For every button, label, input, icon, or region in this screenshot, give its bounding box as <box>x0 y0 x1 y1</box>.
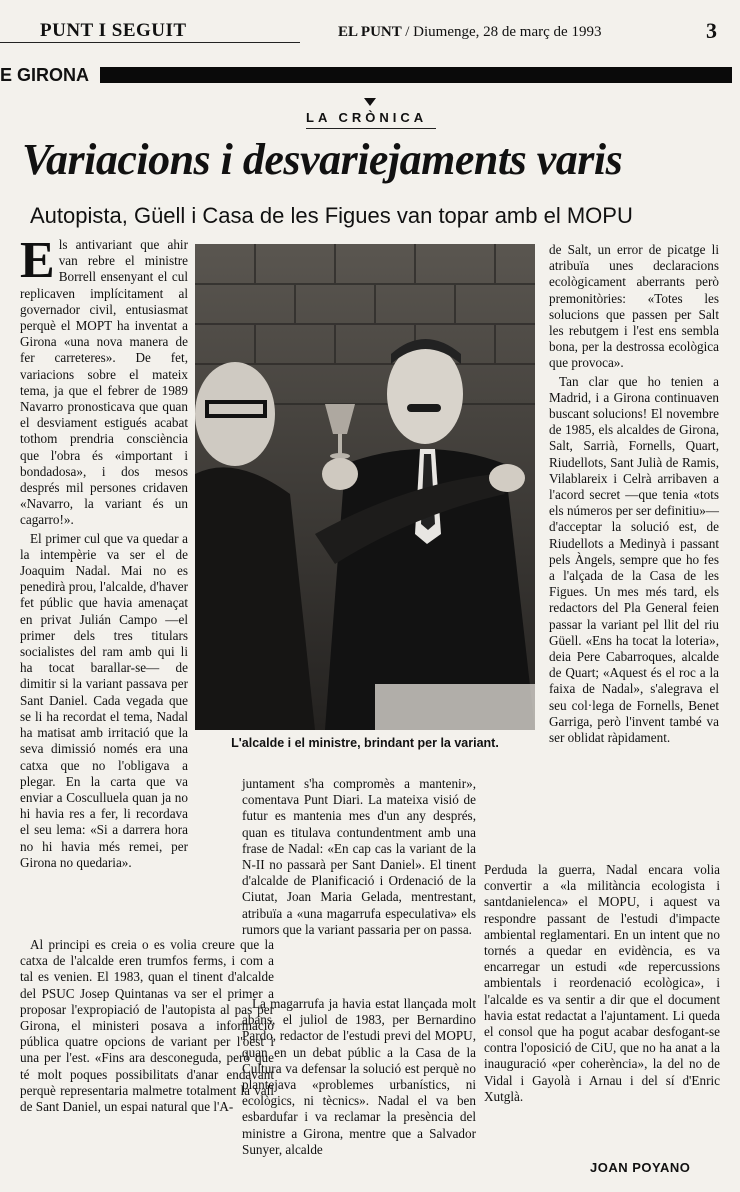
paragraph-8: Perduda la guerra, Nadal encara volia convertir a «la militància ecologista i santdanielenca» el MOPU, i aquest va respondre passant de l'estudi d'impacte ambiental reglamentari. En un intent que no tornés a quedar en evidència, es va encarregar un estudi «de repercussions ambientals i reordenació ecològica», i l'alcalde es va sentir a dir que el document havia estat redactat a l'ajuntament. Li queda el consol que ha pogut acabar desfogant-se contra l'oposició de CiU, que no ha anat a la inauguració «per coherència», la del no de Vidal i Gayolà i Arnau i del sí d'Enric Xutglà. <box>484 862 720 1104</box>
paragraph-6: de Salt, un error de picatge li atribuïa unes declaracions ecològicament aberrants però premonitòries: «Totes les solucions que passen per Salt les rebutgem i l'est ens sembla bona, per la destrossa ecològica que provoca». <box>549 242 719 371</box>
headline: Variacions i desvariejaments varis <box>22 135 623 184</box>
rubric-rule <box>306 128 436 129</box>
rubric: LA CRÒNICA <box>306 110 428 125</box>
subheadline: Autopista, Güell i Casa de les Figues van topar amb el MOPU <box>30 203 633 228</box>
article-column-2-lower <box>242 996 476 1160</box>
paragraph-4: juntament s'ha compromès a mantenir», comentava Punt Diari. La mateixa visió de futur es mantenia mes d'un any després, quan es titulava contundentment amb una frase de Nadal: «En cap cas la variant de la N-II no passarà per Sant Daniel». El tinent d'alcalde de Planificació i Ordenació de la Ciutat, Joan Maria Gelada, mentrestant, atribuïa a «una magarrufa especulativa» els rumors que la variant passaria per on passa. <box>242 776 476 937</box>
article-column-1-lower <box>20 937 274 1117</box>
paragraph-2: El primer cul que va quedar a la intempèrie va ser el de Joaquim Nadal. Mai no es penedirà prou, l'alcalde, d'haver fet públic que havia amenaçat en privat Julián Campo —el primer dels tres titulars socialistes del ram amb qui li ha tocat barallar-se— de dimitir si la variant passava per Sant Daniel. Cada vegada que se li ha recordat el tema, Nadal ha matisat amb irritació que la seva dimissió només era una catxa que no l'obligava a plegar. En la carta que va enviar a Cosculluela quan ja no hi havia res a fer, li recordava el seu lema: «Si a darrera hora no hi havia més remei, per Girona no quedaria». <box>20 530 188 870</box>
page-number: 3 <box>706 18 717 43</box>
section-bar-label: E GIRONA <box>0 64 93 86</box>
article-column-3-lower <box>484 862 720 1107</box>
masthead <box>338 24 601 41</box>
photo-caption: L'alcalde i el ministre, brindant per la variant. <box>231 736 499 750</box>
section-name: PUNT I SEGUIT <box>40 20 187 41</box>
paragraph-1: Els antivariant que ahir van rebre el ministre Borrell ensenyant el cul replicaven implícitament al governador civil, entusiasmat perquè el MOPT ha inventat a Girona «una nova manera de fer carreteres». De fet, variacions sobre el mateix tema, ja que el febrer de 1989 Navarro pronosticava que quan el desviament estigués acabat tothom prendria consciència que l'obra és «important i bondadosa», i dos mesos després mil persones cridaven «Navarro, la variant és un cagarro!». <box>20 232 188 528</box>
header-rule <box>0 42 300 43</box>
paragraph-3: Al principi es creia o es volia creure que la catxa de l'alcalde eren trumfos ferms, i com a tal es venien. El 1983, quan el tinent d'alcalde del PSUC Josep Quintanas va ser el primer a proposar l'expropiació de l'autopista al pas per Girona, el ministeri posava a informació pública quatre opcions de variant per l'oest i una per l'est. «Fins ara desconeguda, però que té molt poques possibilitats d'anar endavant perquè representaria malmetre totalment la vall de Sant Daniel, un espai natural que l'A- <box>20 937 274 1115</box>
byline: JOAN POYANO <box>590 1160 691 1175</box>
issue-date: / Diumenge, 28 de març de 1993 <box>405 24 602 40</box>
paragraph-7: Tan clar que ho tenien a Madrid, i a Girona continuaven buscant solucions! El novembre de 1985, els alcaldes de Girona, Salt, Sarrià, Fornells, Quart, Riudellots, Sant Julià de Ramis, Vilablareix i Celrà arribaven a l'acord secret —que tenia «tots els números per ser definitiu»— d'acceptar la solució est, de Riudellots a Medinyà i passant pels Àngels, sempre que ho fes a l'alçada de la Casa de les Figues. Un mes més tard, els redactors del Pla General feien passar la variant pel llit del riu Güell. «Ens ha tocat la loteria», deia Pere Cabarroques, alcalde de Quart; «Aquest és el roc a la faixa de Nadal», s'alegrava el seu col·lega de Fornells, Benet Garriga, però l'invent també va ser oblidat ràpidament. <box>549 373 719 746</box>
news-photo <box>195 244 535 730</box>
paragraph-5: La magarrufa ja havia estat llançada molt abans, el juliol de 1983, per Bernardino Pardo, redactor de l'estudi previ del MOPU, quan en un debat públic a la Casa de la Cultura va defensar la solució est perquè no plantejava «problemes urbanístics, ni ecològics, ni tècnics». Nadal el va ben esbardufar i va reclamar la presència del ministre a Girona, mentre que a Salvador Sunyer, alcalde <box>242 996 476 1157</box>
paper-name: EL PUNT <box>338 24 402 40</box>
section-bar-rule <box>100 67 732 83</box>
photo-illustration <box>195 244 535 730</box>
article-column-3 <box>549 242 719 748</box>
article-column-2 <box>242 776 476 940</box>
section-bar <box>0 64 740 86</box>
triangle-marker-icon <box>364 98 376 106</box>
drop-cap: E <box>20 232 55 289</box>
article-column-1 <box>20 232 188 873</box>
